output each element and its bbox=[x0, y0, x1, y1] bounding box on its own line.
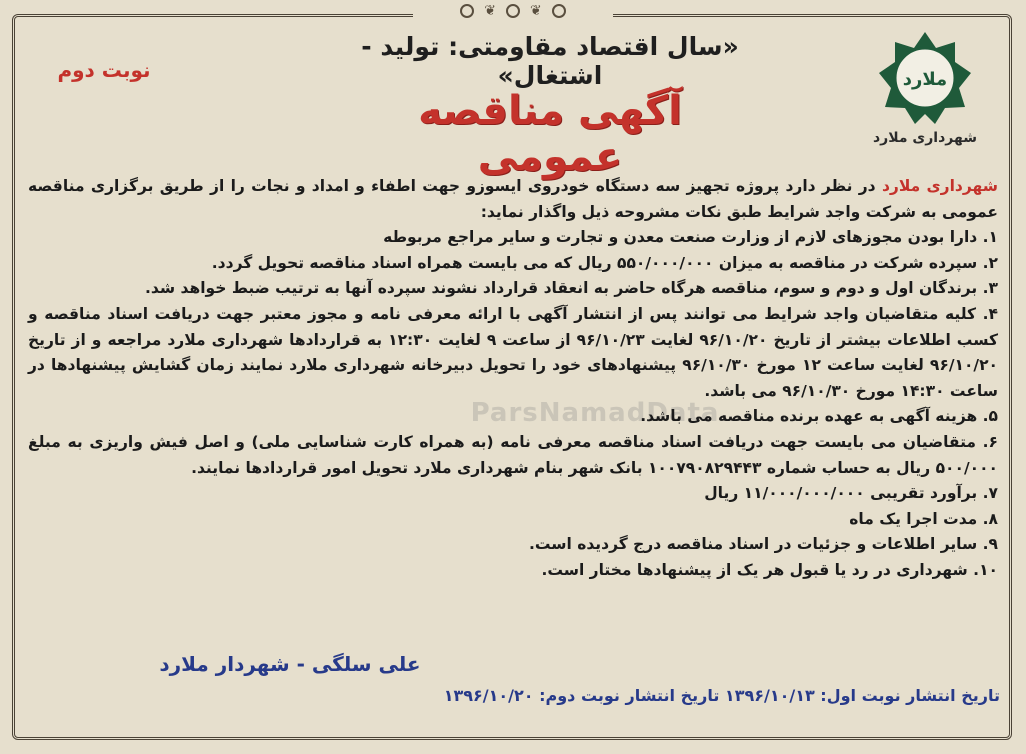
intro-paragraph bbox=[28, 174, 998, 225]
top-ornament: ❦ ❦ bbox=[413, 0, 613, 22]
condition-item: ۴. کلیه متقاضیان واجد شرایط می توانند پس از انتشار آگهی با ارائه معرفی نامه و مجوز معتبر جهت دریافت اسناد مناقصه و کسب اطلاعات بیشتر از تاریخ ۹۶/۱۰/۲۰ لغایت ۹۶/۱۰/۲۳ از ساعت ۹ لغایت ۱۲:۳۰ به قراردادها شهرداری ملارد مراجعه و از تاریخ ۹۶/۱۰/۲۰ لغایت ساعت ۱۲ مورخ ۹۶/۱۰/۳۰ پیشنهادهای خود را تحویل دبیرخانه شهرداری ملارد نمایند زمان گشایش پیشنهادها در ساعت ۱۴:۳۰ مورخ ۹۶/۱۰/۳۰ می باشد. bbox=[28, 304, 999, 400]
condition-item: ۵. هزینه آگهی به عهده برنده مناقصه می باشد. bbox=[640, 407, 998, 426]
condition-item: ۳. برندگان اول و دوم و سوم، مناقصه هرگاه حاضر به انعقاد قرارداد نشوند سپرده آنها به ترتیب ضبط خواهد شد. bbox=[145, 279, 998, 298]
condition-item: ۷. برآورد تقریبی ۱۱/۰۰۰/۰۰۰/۰۰۰ ریال bbox=[704, 484, 998, 503]
notice-title: آگهی مناقصه عمومی bbox=[418, 88, 682, 180]
notice-body bbox=[28, 174, 998, 584]
emblem-icon bbox=[875, 28, 975, 128]
conditions-list bbox=[28, 225, 998, 583]
watermark: ParsNamadData bbox=[470, 398, 720, 428]
mayor-signature: علی سلگی - شهردار ملارد bbox=[159, 652, 421, 676]
intro-text: در نظر دارد پروژه تجهیز سه دستگاه خودروی ایسوزو جهت اطفاء و امداد و نجات را از طریق برگزاری مناقصه عمومی به شرکت واجد شرایط طبق نکات مشروحه ذیل واگذار نماید: bbox=[28, 177, 998, 221]
condition-item: ۱. دارا بودن مجوزهای لازم از وزارت صنعت معدن و تجارت و سایر مراجع مربوطه bbox=[383, 228, 998, 247]
logo-text: ملارد bbox=[902, 69, 948, 90]
organization-name: شهرداری ملارد bbox=[881, 177, 998, 195]
logo-caption: شهرداری ملارد bbox=[872, 130, 977, 146]
condition-item: ۱۰. شهرداری در رد یا قبول هر یک از پیشنهادها مختار است. bbox=[541, 560, 998, 579]
year-slogan: «سال اقتصاد مقاومتی: تولید - اشتغال» bbox=[361, 32, 739, 90]
publication-dates: تاریخ انتشار نوبت اول: ۱۳۹۶/۱۰/۱۳ تاریخ انتشار نوبت دوم: ۱۳۹۶/۱۰/۲۰ bbox=[443, 686, 1000, 705]
condition-item: ۹. سایر اطلاعات و جزئیات در اسناد مناقصه درج گردیده است. bbox=[528, 535, 998, 554]
round-label: نوبت دوم bbox=[57, 58, 151, 82]
municipality-logo bbox=[860, 28, 990, 158]
condition-item: ۲. سپرده شرکت در مناقصه به میزان ۵۵۰/۰۰۰/۰۰۰ ریال که می بایست همراه اسناد مناقصه تحویل گردد. bbox=[211, 253, 998, 272]
condition-item: ۸. مدت اجرا یک ماه bbox=[849, 509, 998, 528]
condition-item: ۶. متقاضیان می بایست جهت دریافت اسناد مناقصه معرفی نامه (به همراه کارت شناسایی ملی) و اصل فیش واریزی به مبلغ ۵۰۰/۰۰۰ ریال به حساب شماره ۱۰۰۷۹۰۸۲۹۴۴۳ بانک شهر بنام شهرداری ملارد تحویل امور قراردادها نمایند. bbox=[28, 432, 998, 477]
